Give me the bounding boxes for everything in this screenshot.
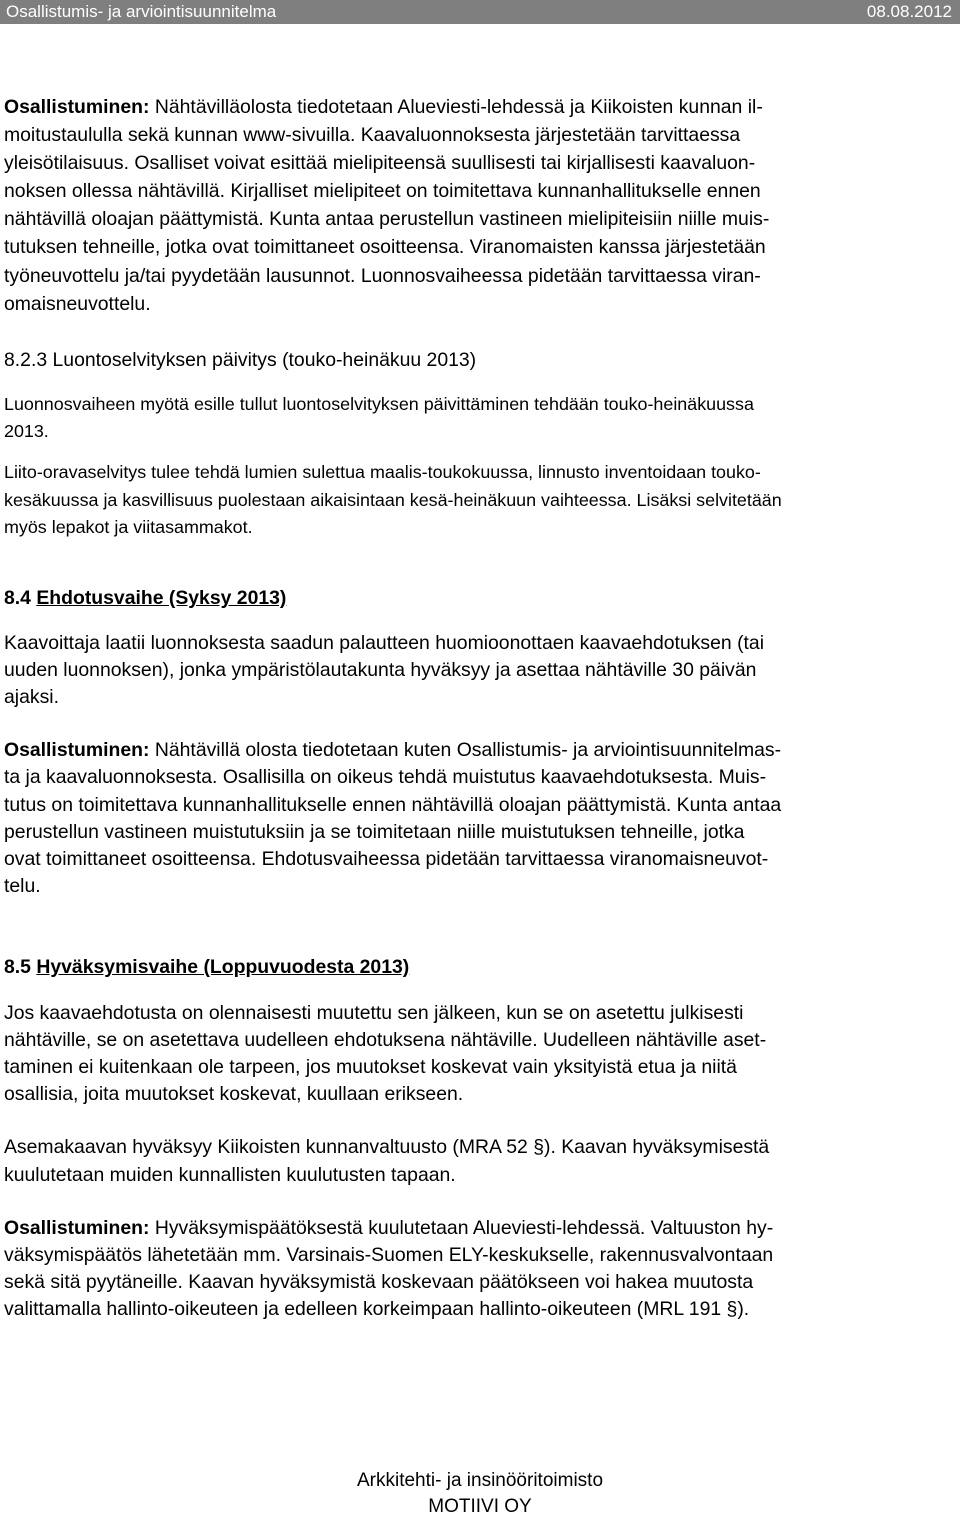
section-heading-823: 8.2.3 Luontoselvityksen päivitys (touko-heinäkuu 2013): [4, 348, 477, 371]
section-title: Hyväksymisvaihe (Loppuvuodesta 2013): [36, 956, 410, 979]
page-header: [0, 0, 960, 24]
document-title: Osallistumis- ja arviointisuunnitelma: [6, 2, 277, 21]
text-line: Kaavoittaja laatii luonnoksesta saadun palautteen huomioonottaen kaavaehdotuksen (tai: [4, 631, 765, 654]
document-body: [4, 93, 956, 1324]
text-span: Nähtävilläolosta tiedotetaan Alueviesti-lehdessä ja Kiikoisten kunnan il-: [149, 96, 763, 118]
text-line: uuden luonnoksen), jonka ympäristölautakunta hyväksyy ja asettaa nähtäville 30 päivän: [4, 658, 757, 681]
text-line: Asemakaavan hyväksyy Kiikoisten kunnanvaltuusto (MRA 52 §). Kaavan hyväksymisestä: [4, 1136, 770, 1159]
text-line: tutus on toimitettava kunnanhallitukselle ennen nähtävillä oloajan päättymistä. Kunta antaa: [4, 793, 782, 816]
participation-paragraph-82: [4, 93, 956, 318]
approval-paragraph: [4, 1000, 956, 1109]
text-line: perustellun vastineen muistutuksiin ja se toimitetaan niille muistutuksen tehneille, jotka: [4, 820, 745, 843]
text-line: telu.: [4, 875, 41, 898]
text-line: [4, 1215, 956, 1242]
text-line: valittamalla hallinto-oikeuteen ja edelleen korkeimpaan hallinto-oikeuteen (MRL 191 §).: [4, 1298, 750, 1321]
text-span: Nähtävillä olosta tiedotetaan kuten Osallistumis- ja arviointisuunnitelmas-: [149, 739, 782, 762]
participation-paragraph-85: [4, 1215, 956, 1324]
text-line: ovat toimittaneet osoitteensa. Ehdotusvaiheessa pidetään tarvittaessa viranomaisneuvot-: [4, 847, 769, 870]
text-line: yleisötilaisuus. Osalliset voivat esittää mielipiteensä suullisesti tai kirjallisesti kaavaluon-: [4, 152, 756, 175]
participation-label: Osallistuminen:: [4, 1216, 150, 1239]
text-line: osallisia, joita muutokset koskevat, kuullaan erikseen.: [4, 1083, 464, 1106]
section-heading-85: [4, 954, 956, 981]
participation-label: Osallistuminen:: [4, 96, 150, 118]
nature-survey-paragraph: [4, 391, 956, 446]
page-footer: [0, 1468, 960, 1520]
text-line: myös lepakot ja viitasammakot.: [4, 517, 253, 538]
text-line: [4, 737, 956, 764]
text-line: ajaksi.: [4, 685, 59, 708]
document-date: 08.08.2012: [866, 2, 952, 21]
section-number: 8.4: [4, 587, 31, 610]
text-line: työneuvottelu ja/tai pyydetään lausunnot. Luonnosvaiheessa pidetään tarvittaessa viran-: [4, 264, 761, 287]
species-survey-paragraph: [4, 459, 956, 541]
section-heading-84: [4, 585, 956, 612]
footer-company-name: MOTIIVI OY: [428, 1496, 532, 1517]
participation-label: Osallistuminen:: [4, 739, 150, 762]
text-line: nähtäville, se on asetettava uudelleen ehdotuksena nähtäville. Uudelleen nähtäville aset-: [4, 1028, 767, 1051]
text-span: Hyväksymispäätöksestä kuulutetaan Alueviesti-lehdessä. Valtuuston hy-: [149, 1216, 774, 1239]
proposal-paragraph: [4, 630, 956, 712]
text-line: väksymispäätös lähetetään mm. Varsinais-Suomen ELY-keskukselle, rakennusvalvontaan: [4, 1243, 774, 1266]
text-line: kesäkuussa ja kasvillisuus puolestaan aikaisintaan kesä-heinäkuun vaihteessa. Lisäksi selvitetään: [4, 489, 782, 510]
council-paragraph: [4, 1134, 956, 1188]
section-number: 8.5: [4, 956, 31, 979]
text-line: [4, 93, 956, 121]
text-line: omaisneuvottelu.: [4, 292, 151, 315]
text-line: noksen ollessa nähtävillä. Kirjalliset mielipiteet on toimitettava kunnanhallitukselle ennen: [4, 180, 761, 203]
text-line: 2013.: [4, 421, 49, 442]
text-line: tutuksen tehneille, jotka ovat toimittaneet osoitteensa. Viranomaisten kanssa järjestetään: [4, 236, 766, 259]
text-line: Liito-oravaselvitys tulee tehdä lumien sulettua maalis-toukokuussa, linnusto inventoidaan touko-: [4, 462, 761, 483]
text-line: kuulutetaan muiden kunnallisten kuulutusten tapaan.: [4, 1163, 456, 1186]
text-line: nähtävillä oloajan päättymistä. Kunta antaa perustellun vastineen mielipiteisiin niille muis-: [4, 208, 770, 231]
section-title: Ehdotusvaihe (Syksy 2013): [36, 587, 287, 610]
text-line: moitustaululla sekä kunnan www-sivuilla. Kaavaluonnoksesta järjestetään tarvittaessa: [4, 124, 741, 147]
footer-company-line: Arkkitehti- ja insinööritoimisto: [356, 1470, 604, 1491]
text-line: Jos kaavaehdotusta on olennaisesti muutettu sen jälkeen, kun se on asetettu julkisesti: [4, 1001, 744, 1024]
participation-paragraph-84: [4, 737, 956, 900]
text-line: taminen ei kuitenkaan ole tarpeen, jos muutokset koskevat vain yksityistä etua ja niitä: [4, 1055, 737, 1078]
text-line: Luonnosvaiheen myötä esille tullut luontoselvityksen päivittäminen tehdään touko-heinäkuussa: [4, 393, 754, 414]
text-line: ta ja kaavaluonnoksesta. Osallisilla on oikeus tehdä muistutus kaavaehdotuksesta. Muis-: [4, 766, 767, 789]
text-line: sekä sitä pyytäneille. Kaavan hyväksymistä koskevaan päätökseen voi hakea muutosta: [4, 1271, 754, 1294]
